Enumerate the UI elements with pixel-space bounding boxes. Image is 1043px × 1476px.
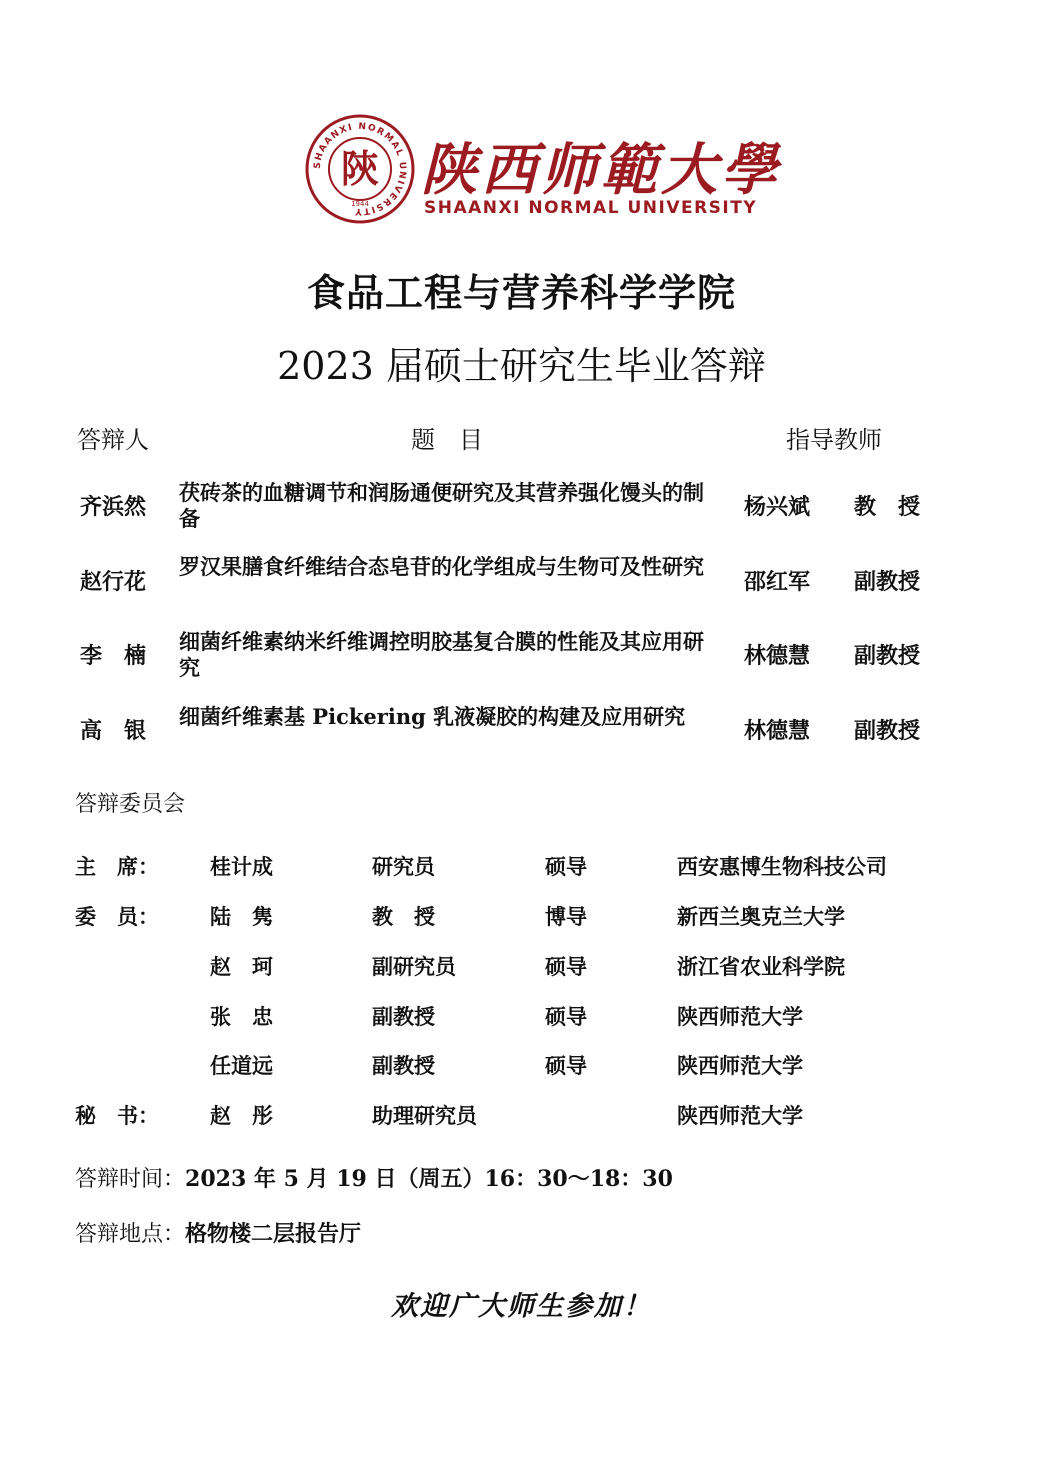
- committee-supervisor: 硕导: [545, 1053, 587, 1078]
- header-advisor: 指导教师: [786, 426, 882, 454]
- time-label: 答辩时间：: [75, 1167, 186, 1192]
- thesis-topic: 细菌纤维素纳米纤维调控明胶基复合膜的性能及其应用研究: [179, 629, 704, 680]
- committee-org: 陕西师范大学: [677, 1103, 803, 1128]
- college-title: 食品工程与营养科学学院: [306, 271, 736, 315]
- seal-year: 1944: [351, 200, 369, 208]
- committee-org: 西安惠博生物科技公司: [677, 854, 887, 879]
- header-defender: 答辩人: [77, 426, 149, 454]
- committee-title-rank: 教 授: [372, 904, 435, 929]
- advisor-name: 杨兴斌: [744, 494, 811, 520]
- committee-title: 答辩委员会: [75, 792, 186, 817]
- committee-name: 陆 隽: [210, 904, 273, 929]
- thesis-topic: 罗汉果膳食纤维结合态皂苷的化学组成与生物可及性研究: [179, 554, 704, 579]
- committee-title-rank: 副教授: [372, 1053, 435, 1078]
- place-label: 答辩地点：: [75, 1222, 186, 1247]
- committee-supervisor: 硕导: [545, 1004, 587, 1029]
- defender-name: 齐浜然: [80, 494, 147, 520]
- committee-title-rank: 研究员: [372, 854, 435, 879]
- advisor-rank: 副教授: [854, 718, 921, 744]
- advisor-rank: 副教授: [854, 569, 921, 595]
- header-topic: 题 目: [411, 426, 483, 454]
- thesis-topic: 茯砖茶的血糖调节和润肠通便研究及其营养强化馒头的制备: [179, 480, 704, 531]
- time-value: 2023 年 5 月 19 日（周五）16：30～18：30: [185, 1166, 673, 1192]
- defense-time: [75, 1162, 673, 1193]
- defense-place: [75, 1217, 361, 1248]
- committee-name: 赵 珂: [210, 954, 273, 979]
- committee-role: 主 席：: [75, 854, 159, 879]
- advisor-rank: 教 授: [854, 494, 921, 520]
- advisor-rank: 副教授: [854, 643, 921, 669]
- logo-chinese-name: 陕西师範大學: [421, 137, 781, 203]
- committee-org: 新西兰奥克兰大学: [677, 904, 845, 929]
- defender-name: 李 楠: [80, 643, 147, 669]
- advisor-name: 林德慧: [744, 643, 811, 669]
- place-value: 格物楼二层报告厅: [185, 1221, 362, 1247]
- seal-char: 陝: [340, 146, 380, 191]
- logo-english-name: SHAANXI NORMAL UNIVERSITY: [424, 198, 758, 218]
- committee-name: 任道远: [210, 1053, 273, 1078]
- committee-org: 陕西师范大学: [677, 1053, 803, 1078]
- committee-title-rank: 副研究员: [372, 954, 456, 979]
- thesis-topic: 细菌纤维素基 Pickering 乳液凝胶的构建及应用研究: [179, 704, 686, 729]
- welcome-message: 欢迎广大师生参加！: [391, 1291, 652, 1322]
- committee-name: 桂计成: [210, 854, 273, 879]
- committee-supervisor: 硕导: [545, 954, 587, 979]
- seal-ring-text: SHAANXI NORMAL UNIVERSITY: [312, 121, 408, 217]
- committee-title-rank: 副教授: [372, 1004, 435, 1029]
- event-title: 2023 届硕士研究生毕业答辩: [277, 344, 766, 388]
- committee-supervisor: 博导: [545, 904, 587, 929]
- university-logo: [305, 114, 781, 224]
- committee-role: 秘 书：: [75, 1103, 159, 1128]
- university-seal-icon: [305, 114, 415, 224]
- defender-name: 赵行花: [80, 569, 147, 595]
- advisor-name: 邵红军: [744, 569, 811, 595]
- committee-org: 浙江省农业科学院: [677, 954, 845, 979]
- committee-role: 委 员：: [75, 904, 159, 929]
- committee-title-rank: 助理研究员: [372, 1103, 477, 1128]
- committee-supervisor: 硕导: [545, 854, 587, 879]
- advisor-name: 林德慧: [744, 718, 811, 744]
- defender-name: 高 银: [80, 718, 147, 744]
- committee-name: 赵 彤: [210, 1103, 273, 1128]
- committee-name: 张 忠: [210, 1004, 273, 1029]
- committee-org: 陕西师范大学: [677, 1004, 803, 1029]
